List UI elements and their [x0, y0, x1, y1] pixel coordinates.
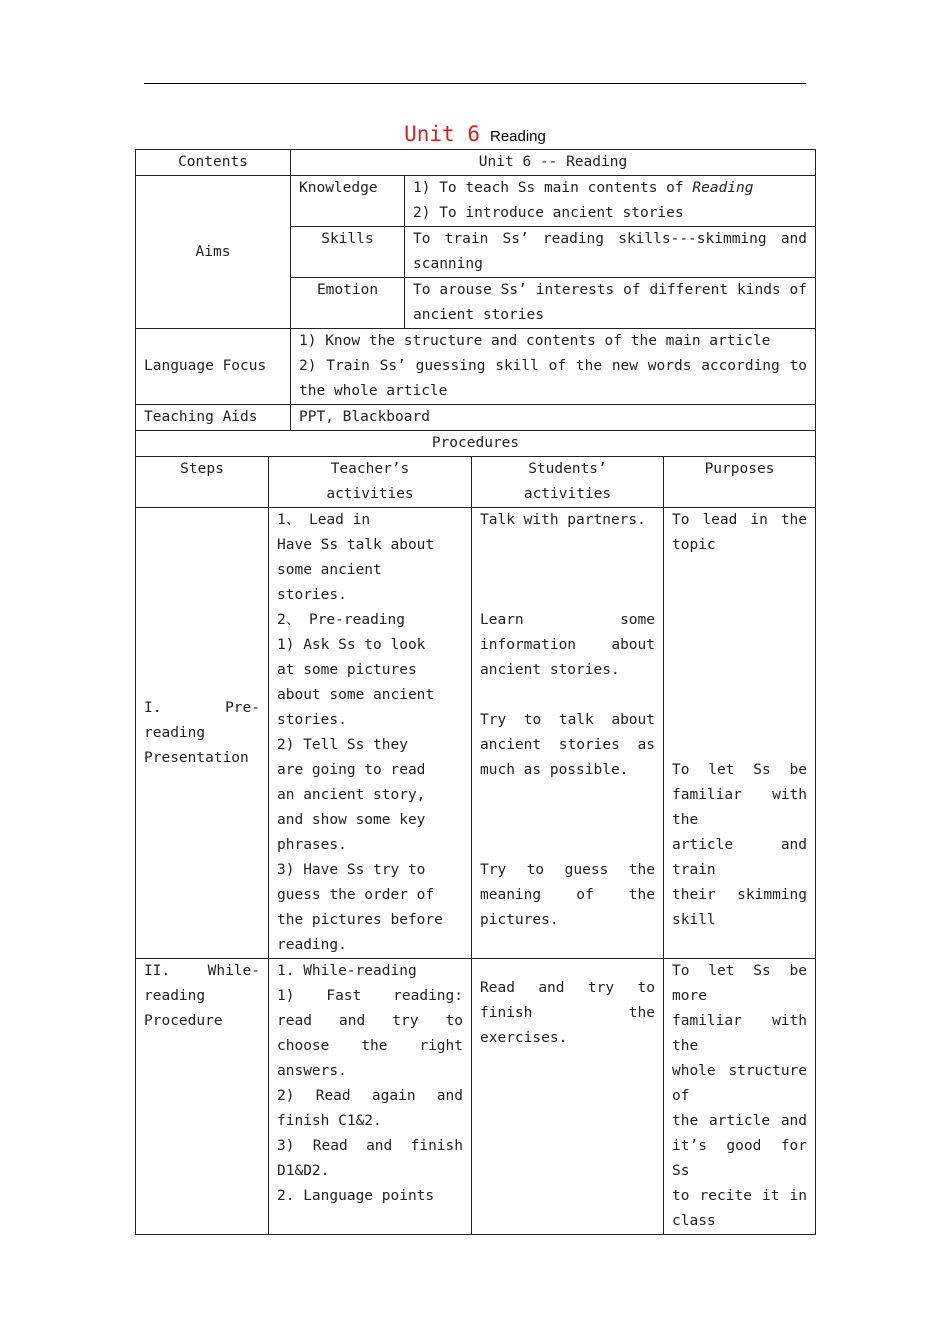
while-reading-teacher: 1. While-reading 1) Fast reading: read and try to choose the right answers. 2) Read again and finish C1&2. 3) Read and finish D1&D2. 2. Language points — [269, 959, 472, 1235]
knowledge-label: Knowledge — [291, 176, 405, 227]
skills-line-1: To train Ss’ reading skills---skimming and — [413, 231, 808, 247]
pre-reading-purposes: To lead in the topic To let Ss be familiar with the article and train their skimming skill — [664, 508, 816, 959]
emotion-content — [405, 278, 816, 329]
header-purposes: Purposes — [664, 457, 816, 508]
teaching-aids-label: Teaching Aids — [136, 405, 291, 431]
language-focus-line-1: 1) Know the structure and contents of the main article — [299, 333, 771, 349]
pre-reading-step: I. Pre- reading Presentation — [136, 508, 269, 959]
row-contents — [136, 150, 816, 176]
skills-label: Skills — [291, 227, 405, 278]
header-rule — [144, 83, 806, 84]
emotion-label: Emotion — [291, 278, 405, 329]
pre-reading-students: Talk with partners. Learn some information about ancient stories. Try to talk about ancient stories as much as possible. Try to guess the meaning of the pictures. — [472, 508, 664, 959]
language-focus-line-2: 2) Train Ss’ guessing skill of the new words according to — [299, 358, 808, 374]
while-reading-step: II. While- reading Procedure — [136, 959, 269, 1235]
header-teacher: Teacher’s activities — [269, 457, 472, 508]
emotion-line-2: ancient stories — [413, 307, 544, 323]
row-aims-knowledge — [136, 176, 816, 227]
contents-value: Unit 6 -- Reading — [291, 150, 816, 176]
title-reading: Reading — [489, 128, 546, 145]
knowledge-content — [405, 176, 816, 227]
knowledge-line-1: 1) To teach Ss main contents of Reading — [413, 180, 754, 196]
header-students: Students’ activities — [472, 457, 664, 508]
row-teaching-aids — [136, 405, 816, 431]
while-reading-purposes: To let Ss be more familiar with the whole structure of the article and it’s good for Ss to recite it in class — [664, 959, 816, 1235]
while-reading-students: Read and try to finish the exercises. — [472, 959, 664, 1235]
language-focus-content — [291, 329, 816, 405]
header-steps: Steps — [136, 457, 269, 508]
knowledge-line-2: 2) To introduce ancient stories — [413, 205, 684, 221]
procedures-label: Procedures — [136, 431, 816, 457]
teaching-aids-value: PPT, Blackboard — [291, 405, 816, 431]
row-procedure-headers — [136, 457, 816, 508]
row-procedures — [136, 431, 816, 457]
row-while-reading — [136, 959, 816, 1235]
row-language-focus — [136, 329, 816, 405]
language-focus-label: Language Focus — [136, 329, 291, 405]
row-pre-reading — [136, 508, 816, 959]
skills-line-2: scanning — [413, 256, 483, 272]
lesson-plan-table — [135, 149, 816, 1235]
language-focus-line-3: the whole article — [299, 383, 448, 399]
title-unit: Unit 6 — [404, 122, 480, 146]
emotion-line-1: To arouse Ss’ interests of different kinds of — [413, 282, 808, 298]
pre-reading-teacher: 1、 Lead in Have Ss talk about some ancient stories. 2、 Pre-reading 1) Ask Ss to look at some pictures about some ancient stories. 2) Tell Ss they are going to read an ancient story, and show some key phrases. 3) Have Ss try to guess the order of the pictures before reading. — [269, 508, 472, 959]
page-title — [0, 122, 950, 146]
contents-label: Contents — [136, 150, 291, 176]
skills-content — [405, 227, 816, 278]
aims-label: Aims — [136, 176, 291, 329]
